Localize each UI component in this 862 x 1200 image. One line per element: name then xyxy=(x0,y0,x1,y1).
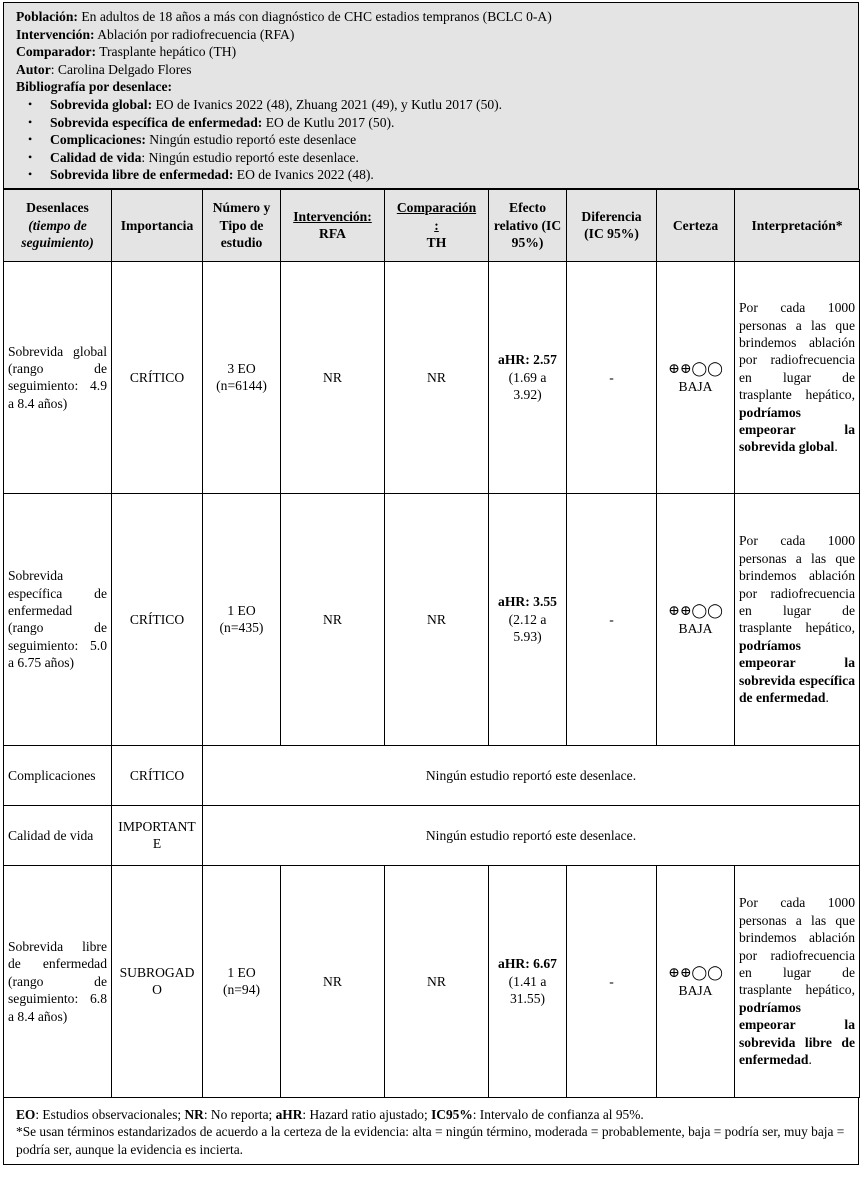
desenlace-cell: Sobrevida global (rango de seguimiento: 4.9 a 8.4 años) xyxy=(4,261,112,493)
table-header-row xyxy=(4,189,860,261)
estudio-cell: 1 EO (n=94) xyxy=(203,865,281,1097)
desenlace-cell: Sobrevida libre de enfermedad (rango de seguimiento: 6.8 a 8.4 años) xyxy=(4,865,112,1097)
poblacion-label: Población: xyxy=(16,9,78,24)
col-header-efecto: Efecto relativo (IC 95%) xyxy=(489,189,567,261)
col-header-desenlaces: Desenlaces (tiempo de seguimiento) xyxy=(4,189,112,261)
efecto-cell: aHR: 6.67 (1.41 a 31.55) xyxy=(489,865,567,1097)
intervencion-label: Intervención: xyxy=(16,26,95,42)
desenlace-cell: Complicaciones xyxy=(4,745,112,805)
th-cell: NR xyxy=(385,493,489,745)
pico-header xyxy=(3,2,859,189)
certeza-icon: ⊕⊕◯◯ xyxy=(668,965,723,981)
certeza-cell: ⊕⊕◯◯ BAJA xyxy=(657,493,735,745)
efecto-cell: aHR: 3.55 (2.12 a 5.93) xyxy=(489,493,567,745)
bibliografia-item: • Calidad de vida: Ningún estudio reportó este desenlace. xyxy=(28,149,359,165)
interpretacion-cell: Por cada 1000 personas a las que brindemos ablación por radiofrecuencia en lugar de trasplante hepático, podríamos empeorar la sobrevida específica de enfermedad. xyxy=(735,493,860,745)
th-cell: NR xyxy=(385,261,489,493)
table-row xyxy=(4,745,860,805)
efecto-cell: aHR: 2.57 (1.69 a 3.92) xyxy=(489,261,567,493)
diferencia-cell: - xyxy=(567,865,657,1097)
certeza-icon: ⊕⊕◯◯ xyxy=(668,361,723,377)
poblacion-line xyxy=(16,8,848,26)
col-header-comparacion: Comparación : TH xyxy=(385,189,489,261)
importancia-cell: CRÍTICO xyxy=(112,745,203,805)
intervencion-text: Ablación por radiofrecuencia (RFA) xyxy=(97,26,295,42)
poblacion-text: En adultos de 18 años a más con diagnóstico de CHC estadios tempranos (BCLC 0-A) xyxy=(81,9,552,24)
bibliografia-item: • Complicaciones: Ningún estudio reportó este desenlace xyxy=(28,132,357,148)
bibliografia-list xyxy=(16,96,848,184)
bullet-icon: • xyxy=(28,167,33,182)
evidence-table xyxy=(3,189,860,1098)
interpretacion-cell: Por cada 1000 personas a las que brindemos ablación por radiofrecuencia en lugar de trasplante hepático, podríamos empeorar la sobrevida global. xyxy=(735,261,860,493)
abbreviations-line: EO: Estudios observacionales; NR: No reporta; aHR: Hazard ratio ajustado; IC95%: Intervalo de confianza al 95%. xyxy=(16,1106,644,1122)
estudio-cell: 3 EO (n=6144) xyxy=(203,261,281,493)
comparador-line xyxy=(16,43,848,61)
bibliografia-line xyxy=(16,78,848,96)
bibliografia-item: • Sobrevida específica de enfermedad: EO de Kutlu 2017 (50). xyxy=(28,114,395,130)
certainty-note: *Se usan términos estandarizados de acuerdo a la certeza de la evidencia: alta = ningún término, moderada = probablemente, baja = podría ser, muy baja = podría ser, aunque la evidencia es incierta. xyxy=(16,1124,845,1157)
col-header-interpretacion: Interpretación* xyxy=(735,189,860,261)
desenlace-cell: Calidad de vida xyxy=(4,805,112,865)
no-data-cell: Ningún estudio reportó este desenlace. xyxy=(203,745,860,805)
bibliografia-item: • Sobrevida global: EO de Ivanics 2022 (48), Zhuang 2021 (49), y Kutlu 2017 (50). xyxy=(28,96,503,112)
col-header-certeza: Certeza xyxy=(657,189,735,261)
table-row xyxy=(4,865,860,1097)
evidence-summary-document xyxy=(3,2,859,1165)
col-header-intervencion: Intervención: RFA xyxy=(281,189,385,261)
col-header-diferencia: Diferencia (IC 95%) xyxy=(567,189,657,261)
footnote xyxy=(3,1098,859,1165)
rfa-cell: NR xyxy=(281,261,385,493)
table-row xyxy=(4,805,860,865)
importancia-cell: CRÍTICO xyxy=(112,261,203,493)
desenlace-cell: Sobrevida específica de enfermedad (rango de seguimiento: 5.0 a 6.75 años) xyxy=(4,493,112,745)
comparador-label: Comparador: xyxy=(16,44,97,60)
importancia-cell: SUBROGADO xyxy=(112,865,203,1097)
interpretacion-cell: Por cada 1000 personas a las que brindemos ablación por radiofrecuencia en lugar de trasplante hepático, podríamos empeorar la sobrevida libre de enfermedad. xyxy=(735,865,860,1097)
autor-line xyxy=(16,61,848,79)
autor-text: : Carolina Delgado Flores xyxy=(50,61,192,77)
bibliografia-label: Bibliografía por desenlace: xyxy=(16,79,173,95)
col-header-importancia: Importancia xyxy=(112,189,203,261)
th-cell: NR xyxy=(385,865,489,1097)
bullet-icon: • xyxy=(28,96,33,111)
bibliografia-item: • Sobrevida libre de enfermedad: EO de Ivanics 2022 (48). xyxy=(28,167,374,183)
certeza-cell: ⊕⊕◯◯ BAJA xyxy=(657,865,735,1097)
intervencion-line xyxy=(16,26,848,44)
bullet-icon: • xyxy=(28,149,33,164)
importancia-cell: CRÍTICO xyxy=(112,493,203,745)
estudio-cell: 1 EO (n=435) xyxy=(203,493,281,745)
bullet-icon: • xyxy=(28,132,33,147)
rfa-cell: NR xyxy=(281,493,385,745)
rfa-cell: NR xyxy=(281,865,385,1097)
diferencia-cell: - xyxy=(567,493,657,745)
autor-label: Autor xyxy=(16,61,51,77)
no-data-cell: Ningún estudio reportó este desenlace. xyxy=(203,805,860,865)
bullet-icon: • xyxy=(28,114,33,129)
certeza-cell: ⊕⊕◯◯ BAJA xyxy=(657,261,735,493)
certeza-icon: ⊕⊕◯◯ xyxy=(668,603,723,619)
table-row xyxy=(4,261,860,493)
diferencia-cell: - xyxy=(567,261,657,493)
col-header-numero: Número y Tipo de estudio xyxy=(203,189,281,261)
table-row xyxy=(4,493,860,745)
importancia-cell: IMPORTANTE xyxy=(112,805,203,865)
comparador-text: Trasplante hepático (TH) xyxy=(99,44,237,60)
